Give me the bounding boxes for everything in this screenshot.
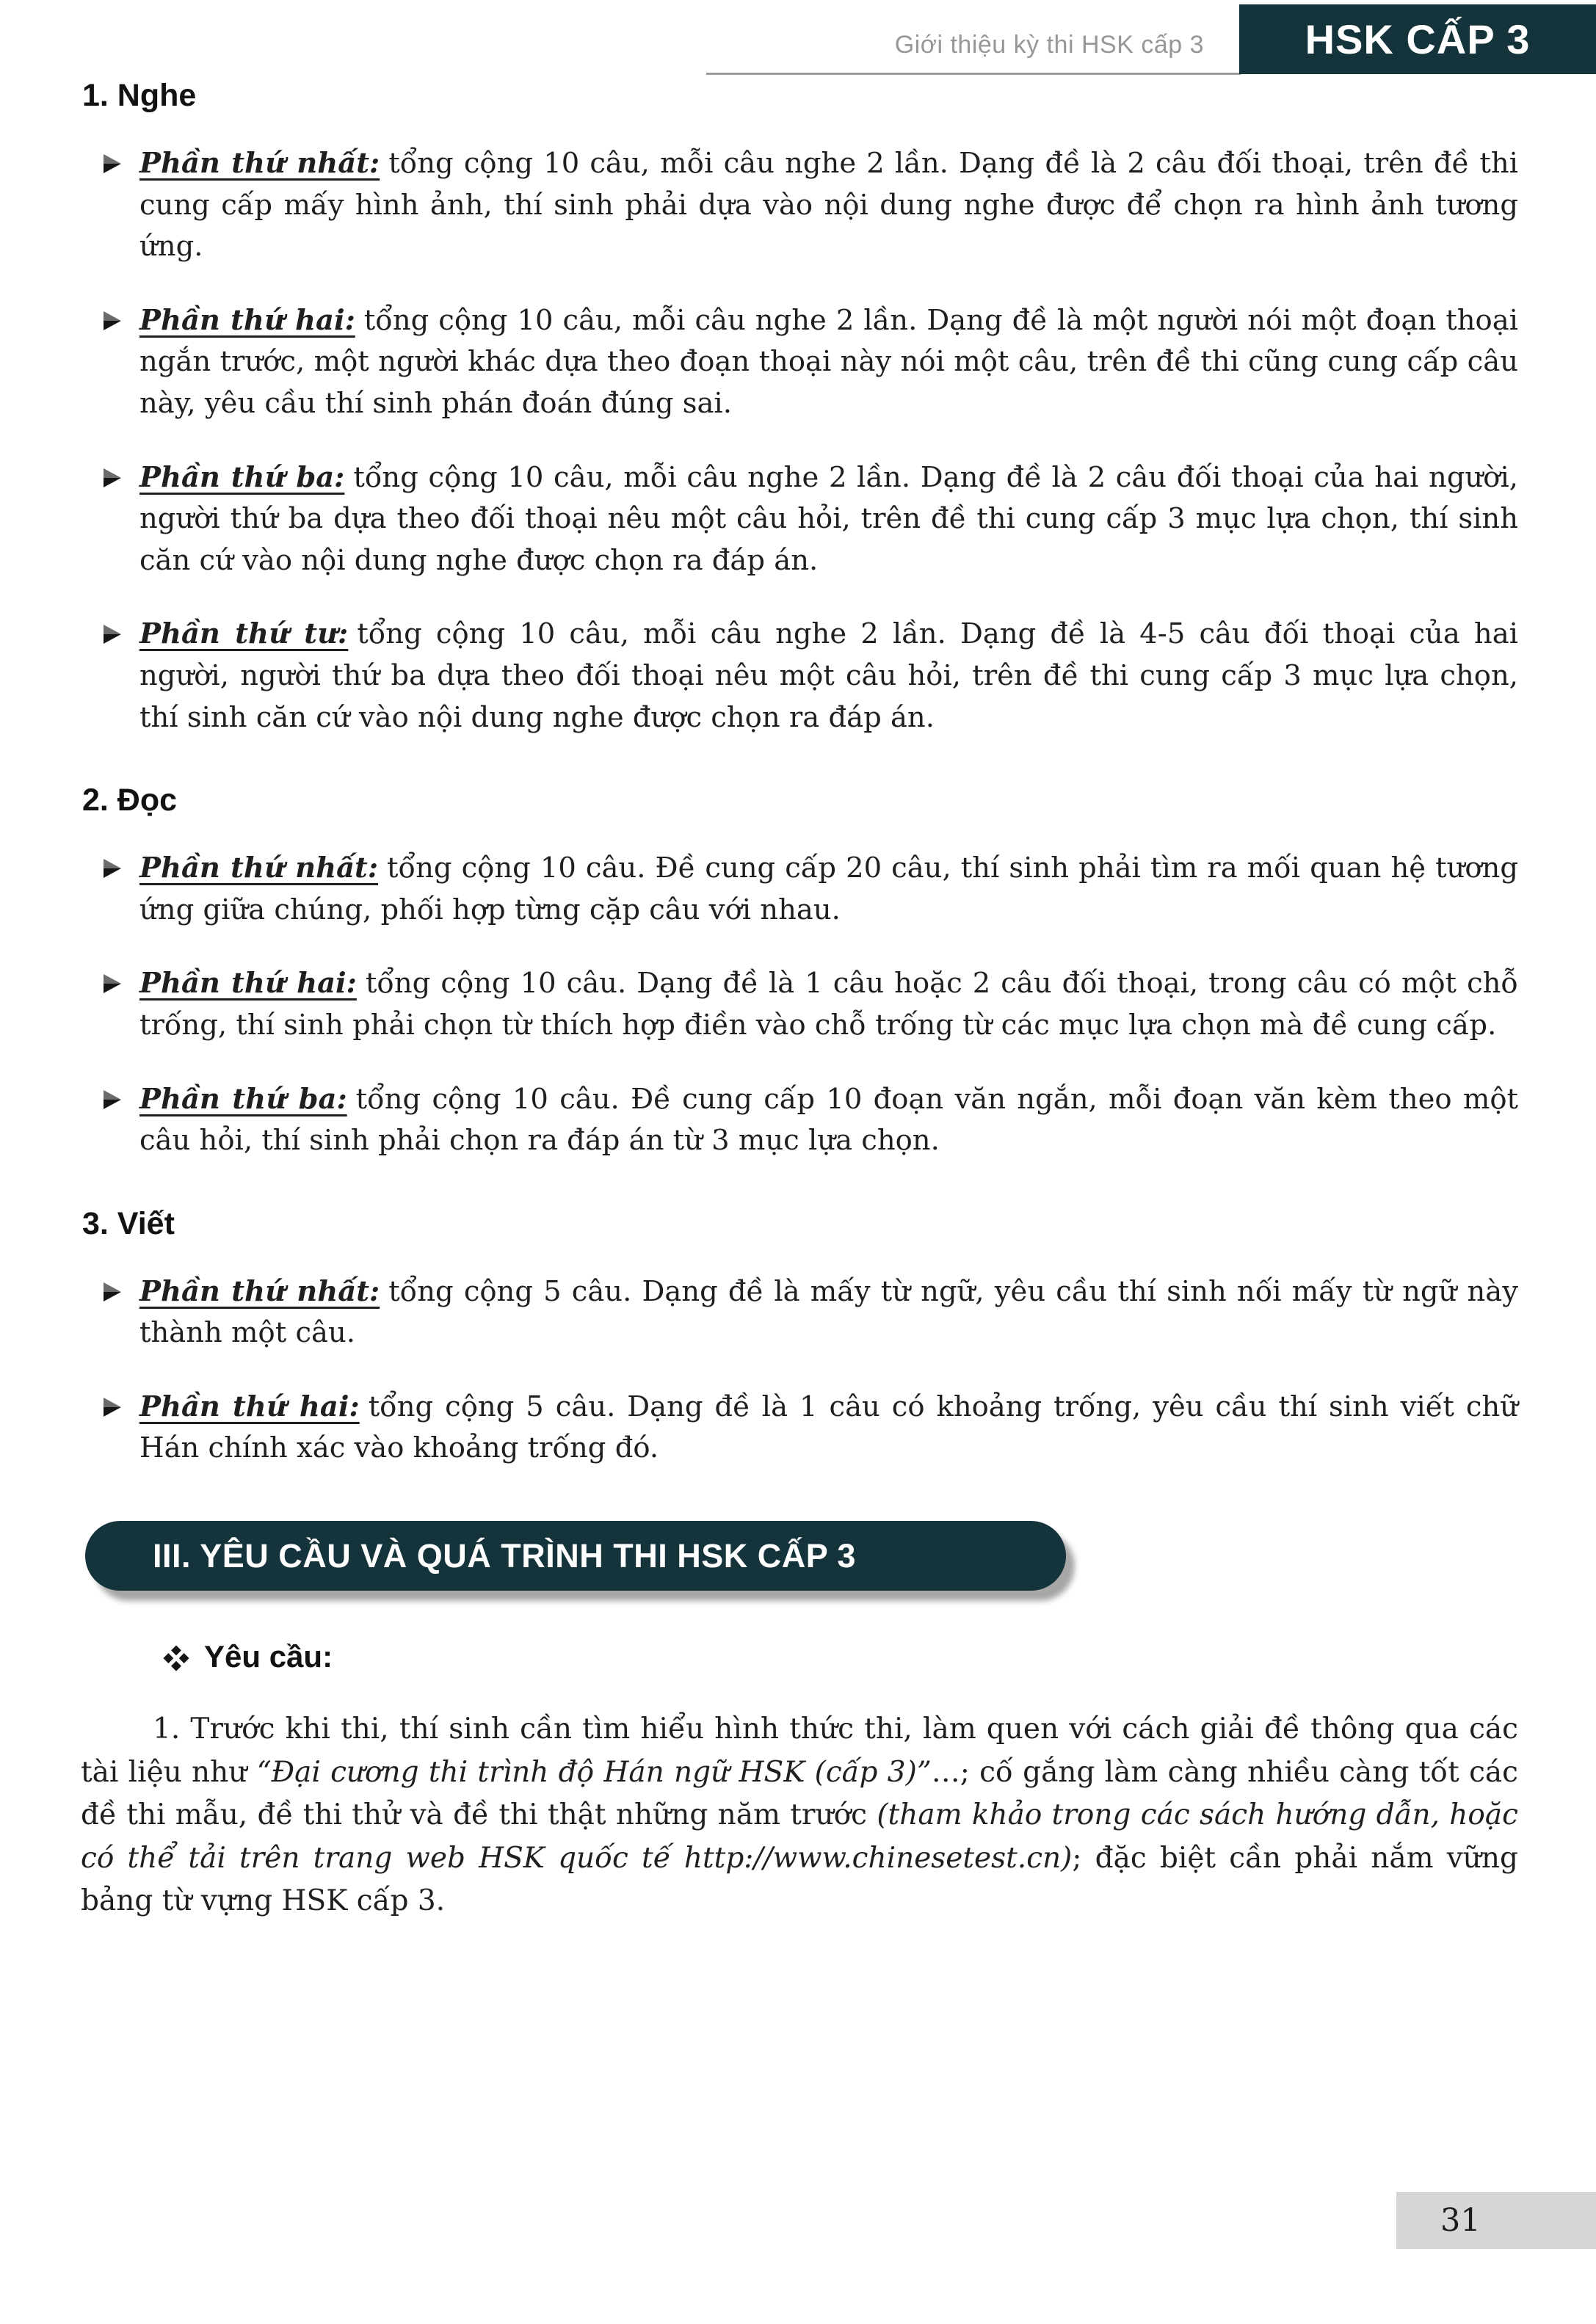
paragraph-segment-italic: (tham khảo trong các sách hướng dẫn, hoặc có thể tải trên trang web HSK quốc tế http://www.chinesetest.cn) bbox=[81, 1798, 1518, 1875]
part-text: tổng cộng 5 câu. Dạng đề là 1 câu có khoảng trống, yêu cầu thí sinh viết chữ Hán chính xác vào khoảng trống đó. bbox=[139, 1390, 1518, 1465]
part-label: Phần thứ ba: bbox=[139, 1082, 347, 1116]
page-header-title: Giới thiệu kỳ thi HSK cấp 3 bbox=[894, 31, 1204, 59]
list-item bbox=[101, 143, 1518, 268]
parts-list bbox=[81, 143, 1518, 738]
part-text: tổng cộng 10 câu. Đề cung cấp 10 đoạn văn ngắn, mỗi đoạn văn kèm theo một câu hỏi, thí sinh phải chọn ra đáp án từ 3 mục lựa chọn. bbox=[139, 1082, 1519, 1158]
part-text: tổng cộng 10 câu, mỗi câu nghe 2 lần. Dạng đề là một người nói một đoạn thoại ngắn trước, một người khác dựa theo đoạn thoại này nói một câu, trên đề thi cũng cung cấp câu này, yêu cầu thí sinh phán đoán đúng sai. bbox=[139, 303, 1518, 420]
main-content bbox=[81, 73, 1518, 1952]
part-text: tổng cộng 10 câu, mỗi câu nghe 2 lần. Dạng đề là 4-5 câu đối thoại của hai người, người thứ ba dựa theo đối thoại nêu một câu hỏi, trên đề thi cung cấp 3 mục lựa chọn, thí sinh căn cứ vào nội dung nghe được chọn ra đáp án. bbox=[139, 617, 1518, 734]
arrow-bullet-icon bbox=[101, 1396, 123, 1418]
paragraph-segment: 1. Trước khi thi, thí sinh cần tìm hiểu hình thức thi, làm quen với cách giải đề thông qua các tài liệu như bbox=[81, 1713, 1518, 1789]
paragraph-segment-italic: “Đại cương thi trình độ Hán ngữ HSK (cấp 3)” bbox=[256, 1755, 932, 1789]
list-item bbox=[101, 848, 1518, 931]
arrow-bullet-icon bbox=[101, 310, 123, 332]
part-text: tổng cộng 10 câu. Đề cung cấp 20 câu, thí sinh phải tìm ra mối quan hệ tương ứng giữa chúng, phối hợp từng cặp câu với nhau. bbox=[139, 851, 1518, 926]
part-text: tổng cộng 10 câu. Dạng đề là 1 câu hoặc 2 câu đối thoại, trong câu có một chỗ trống, thí sinh phải chọn từ thích hợp điền vào chỗ trống từ các mục lựa chọn mà đề cung cấp. bbox=[139, 967, 1518, 1042]
paragraph-segment: …; cố gắng làm càng nhiều càng tốt các đề thi mẫu, đề thi thử và đề thi thật những năm trước bbox=[81, 1755, 1519, 1832]
arrow-bullet-icon bbox=[101, 857, 123, 879]
arrow-bullet-icon bbox=[101, 467, 123, 489]
list-item bbox=[101, 1387, 1518, 1470]
arrow-bullet-icon bbox=[101, 153, 123, 175]
part-text: tổng cộng 10 câu, mỗi câu nghe 2 lần. Dạng đề là 2 câu đối thoại, trên đề thi cung cấp mấy hình ảnh, thí sinh phải dựa vào nội dung nghe được để chọn ra hình ảnh tương ứng. bbox=[139, 147, 1518, 264]
arrow-bullet-icon bbox=[101, 973, 123, 995]
part-label: Phần thứ nhất: bbox=[139, 147, 380, 180]
section-nghe bbox=[81, 78, 1518, 738]
arrow-bullet-icon bbox=[101, 1089, 123, 1111]
list-item bbox=[101, 614, 1518, 738]
page-number-tab bbox=[1396, 2192, 1596, 2249]
page-number: 31 bbox=[1440, 2202, 1481, 2239]
part-label: Phần thứ hai: bbox=[139, 303, 355, 337]
parts-list bbox=[81, 848, 1518, 1162]
part-label: Phần thứ hai: bbox=[139, 1390, 360, 1423]
list-item bbox=[101, 1079, 1518, 1162]
section-title: 1. Nghe bbox=[82, 78, 197, 113]
requirements-heading-label: Yêu cầu: bbox=[204, 1639, 333, 1674]
section-doc bbox=[81, 782, 1518, 1162]
list-item bbox=[101, 1271, 1518, 1354]
list-item bbox=[101, 457, 1518, 582]
requirements-heading bbox=[163, 1639, 1518, 1674]
list-item bbox=[101, 300, 1518, 425]
hsk-level-badge: HSK CẤP 3 bbox=[1239, 4, 1596, 74]
arrow-bullet-icon bbox=[101, 1281, 123, 1303]
section-banner-title: III. YÊU CẦU VÀ QUÁ TRÌNH THI HSK CẤP 3 bbox=[153, 1536, 856, 1575]
part-label: Phần thứ tư: bbox=[139, 617, 349, 651]
section-banner bbox=[85, 1521, 1066, 1591]
list-item bbox=[101, 963, 1518, 1046]
section-title: 3. Viết bbox=[82, 1205, 175, 1241]
parts-list bbox=[81, 1271, 1518, 1470]
section-title: 2. Đọc bbox=[82, 782, 178, 818]
diamond-bullet-icon bbox=[163, 1644, 189, 1670]
part-text: tổng cộng 10 câu, mỗi câu nghe 2 lần. Dạng đề là 2 câu đối thoại của hai người, người thứ ba dựa theo đối thoại nêu một câu hỏi, trên đề thi cung cấp 3 mục lựa chọn, thí sinh căn cứ vào nội dung nghe được chọn ra đáp án. bbox=[139, 460, 1519, 577]
part-label: Phần thứ nhất: bbox=[139, 851, 379, 885]
part-label: Phần thứ nhất: bbox=[139, 1274, 380, 1308]
part-label: Phần thứ ba: bbox=[139, 460, 345, 494]
requirements-paragraph bbox=[81, 1708, 1518, 1923]
part-label: Phần thứ hai: bbox=[139, 967, 357, 1001]
arrow-bullet-icon bbox=[101, 623, 123, 645]
section-viet bbox=[81, 1206, 1518, 1470]
part-text: tổng cộng 5 câu. Dạng đề là mấy từ ngữ, yêu cầu thí sinh nối mấy từ ngữ này thành một câu. bbox=[139, 1274, 1518, 1350]
paragraph-segment: ; đặc biệt cần phải nắm vững bảng từ vựng HSK cấp 3. bbox=[81, 1841, 1518, 1918]
